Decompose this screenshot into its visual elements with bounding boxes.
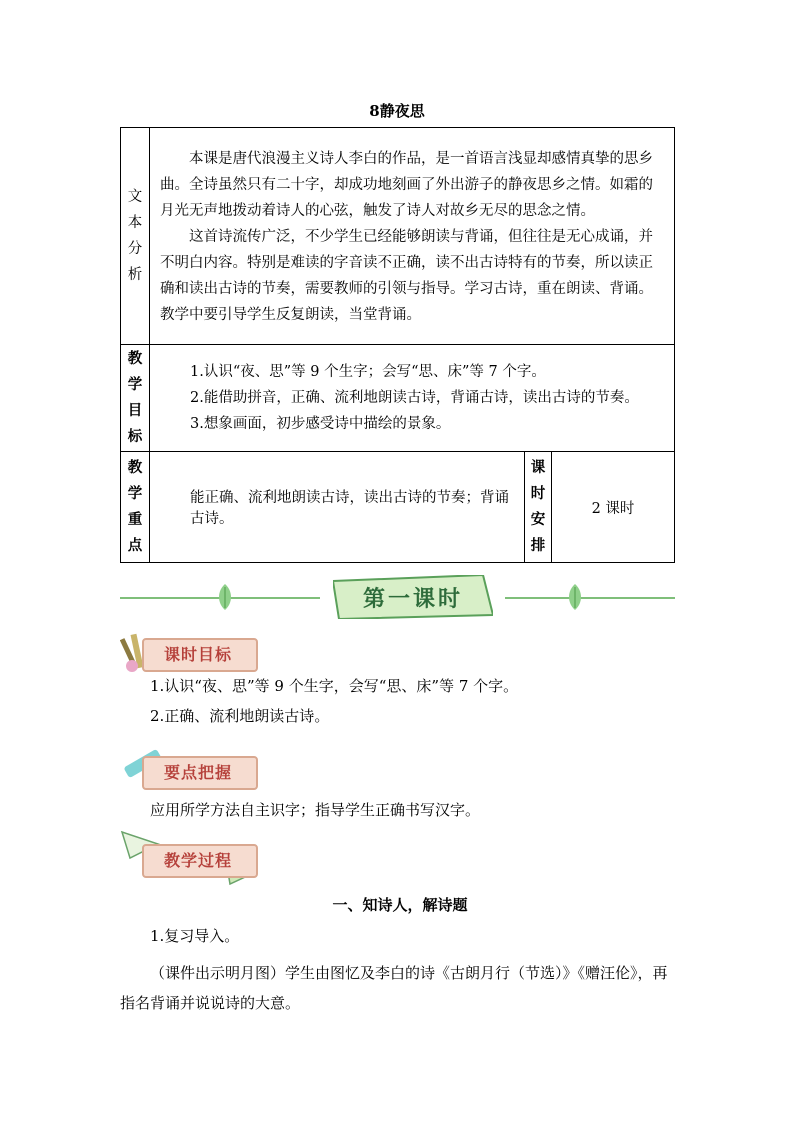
key-badge — [120, 746, 260, 796]
goals-badge — [120, 628, 260, 678]
analysis-text — [150, 128, 675, 345]
step-1: 1.复习导入。 — [150, 927, 240, 945]
analysis-paragraph-1: 本课是唐代浪漫主义诗人李白的作品，是一首语言浅显却感情真挚的思乡曲。全诗虽然只有二十字，却成功地刻画了外出游子的静夜思乡之情。如霜的月光无声地拨动着诗人的心弦，触发了诗人对故乡无尽的思念之情。 — [160, 151, 653, 219]
lesson-banner — [120, 575, 675, 619]
process-heading: 教学过程 — [163, 851, 232, 870]
goal-item: 3.想象画面，初步感受诗中描绘的景象。 — [190, 416, 451, 432]
focus-text: 能正确、流利地朗读古诗，读出古诗的节奏；背诵古诗。 — [150, 452, 525, 563]
process-badge — [120, 834, 260, 884]
goal-item: 1.认识“夜、思”等 9 个生字；会写“思、床”等 7 个字。 — [190, 364, 546, 380]
leaf-icon — [215, 583, 235, 611]
lesson-title: 8静夜思 — [369, 102, 425, 120]
key-heading: 要点把握 — [163, 763, 232, 782]
key-text: 应用所学方法自主识字；指导学生正确书写汉字。 — [150, 801, 481, 819]
goals-heading: 课时目标 — [163, 645, 232, 664]
banner-text: 第一课时 — [362, 586, 463, 612]
info-table — [120, 127, 675, 563]
goal-item: 2.能借助拼音，正确、流利地朗读古诗，背诵古诗，读出古诗的节奏。 — [190, 390, 639, 406]
analysis-paragraph-2: 这首诗流传广泛，不少学生已经能够朗读与背诵，但往往是无心成诵，并不明白内容。特别是难读的字音读不正确，读不出古诗特有的节奏，所以读正确和读出古诗的节奏，需要教师的引领与指导。学习古诗，重在朗读、背诵。教学中要引导学生反复朗读，当堂背诵。 — [160, 229, 653, 323]
analysis-label: 文 本 分 析 — [121, 128, 150, 345]
section-goal-2: 2.正确、流利地朗读古诗。 — [150, 707, 330, 725]
step-1-text: （课件出示明月图）学生由图忆及李白的诗《古朗月行（节选）》《赠汪伦》，再指名背诵并说说诗的大意。 — [120, 964, 668, 1012]
goals-text — [150, 345, 675, 452]
focus-label: 教 学 重 点 — [121, 452, 150, 563]
process-subheading: 一、知诗人，解诗题 — [332, 896, 468, 914]
section-goal-1: 1.认识“夜、思”等 9 个生字，会写“思、床”等 7 个字。 — [150, 677, 519, 695]
schedule-value: 2 课时 — [552, 452, 675, 563]
leaf-icon — [565, 583, 585, 611]
goals-label: 教 学 目 标 — [121, 345, 150, 452]
schedule-label: 课 时 安 排 — [525, 452, 552, 563]
